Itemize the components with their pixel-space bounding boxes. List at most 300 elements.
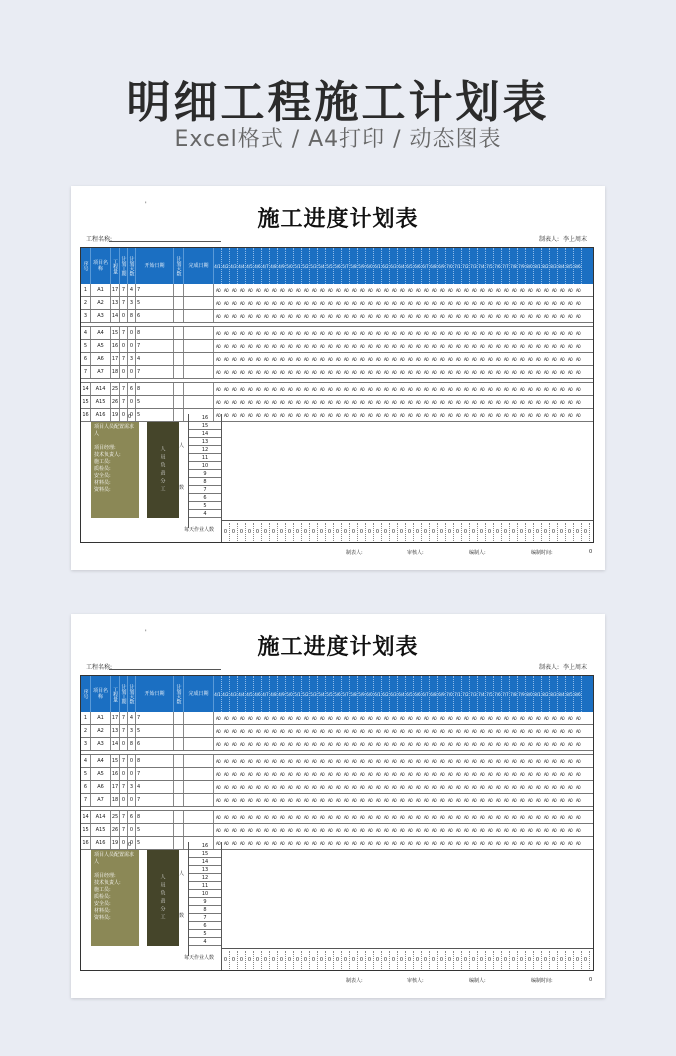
gantt-cell: A0 xyxy=(263,797,269,803)
gantt-cell: A0 xyxy=(511,356,517,362)
gantt-cell: A0 xyxy=(343,771,349,777)
gantt-cell: A0 xyxy=(367,741,373,747)
staff-role: 项目经理: xyxy=(94,445,116,451)
gantt-cell: A0 xyxy=(487,814,493,820)
gantt-cell: A0 xyxy=(271,343,277,349)
footer-value: 0 xyxy=(589,977,593,983)
gantt-cell: A0 xyxy=(527,330,533,336)
cell-b: 7 xyxy=(120,712,128,724)
gantt-cell: A0 xyxy=(247,728,253,734)
gantt-cell: A0 xyxy=(551,771,557,777)
date-header-cell: 5/5 xyxy=(326,676,334,712)
col-workload: 工程量 xyxy=(111,248,120,284)
gantt-strip xyxy=(214,310,593,322)
gantt-cell: A0 xyxy=(367,287,373,293)
gantt-cell: A0 xyxy=(463,840,469,846)
gantt-cell: A0 xyxy=(239,715,245,721)
cell-d: 7 xyxy=(136,712,174,724)
gantt-cell: A0 xyxy=(239,758,245,764)
staff-role: 质检员: xyxy=(94,466,111,472)
gantt-cell: A0 xyxy=(383,715,389,721)
gantt-cell: A0 xyxy=(351,771,357,777)
gantt-cell: A0 xyxy=(431,840,437,846)
gantt-cell: A0 xyxy=(567,356,573,362)
gantt-cell: A0 xyxy=(263,827,269,833)
gantt-cell: A0 xyxy=(295,343,301,349)
gantt-cell: A0 xyxy=(263,343,269,349)
date-header-cell: 5/0 xyxy=(286,248,294,284)
date-header-cell: 4/1 xyxy=(214,676,222,712)
gantt-cell: A0 xyxy=(431,741,437,747)
headcount-tick: 8 xyxy=(189,478,221,486)
gantt-cell: A0 xyxy=(287,300,293,306)
cell-b: 0 xyxy=(120,794,128,806)
gantt-cell: A0 xyxy=(535,412,541,418)
table-row[interactable] xyxy=(81,768,593,781)
daily-count-cell: 0 xyxy=(462,951,470,969)
date-header-cell: 6/0 xyxy=(366,248,374,284)
gantt-cell: A0 xyxy=(383,343,389,349)
gantt-cell: A0 xyxy=(263,728,269,734)
date-header-cell: 7/7 xyxy=(502,676,510,712)
gantt-cell: A0 xyxy=(391,369,397,375)
gantt-cell: A0 xyxy=(415,814,421,820)
gantt-cell: A0 xyxy=(519,797,525,803)
date-header-cell: 8/4 xyxy=(558,676,566,712)
gantt-cell: A0 xyxy=(407,758,413,764)
gantt-cell: A0 xyxy=(311,728,317,734)
gantt-cell: A0 xyxy=(487,300,493,306)
headcount-tick: 4 xyxy=(189,510,221,518)
gantt-cell: A0 xyxy=(463,313,469,319)
gantt-cell: A0 xyxy=(279,797,285,803)
gantt-cell: A0 xyxy=(519,814,525,820)
daily-count-cell: 0 xyxy=(422,951,430,969)
cell-a: 15 xyxy=(111,755,120,767)
gantt-cell: A0 xyxy=(463,343,469,349)
table-row[interactable] xyxy=(81,824,593,837)
gantt-cell: A0 xyxy=(359,330,365,336)
daily-count-cell: 0 xyxy=(430,951,438,969)
gantt-cell: A0 xyxy=(279,758,285,764)
gantt-cell: A0 xyxy=(551,741,557,747)
cell-b: 7 xyxy=(120,725,128,737)
gantt-cell: A0 xyxy=(423,287,429,293)
gantt-cell: A0 xyxy=(431,797,437,803)
gantt-cell: A0 xyxy=(463,797,469,803)
gantt-cell: A0 xyxy=(463,814,469,820)
gantt-cell: A0 xyxy=(391,741,397,747)
gantt-cell: A0 xyxy=(319,386,325,392)
cell-c: 8 xyxy=(128,738,136,750)
daily-count-cell: 0 xyxy=(438,951,446,969)
gantt-cell: A0 xyxy=(471,356,477,362)
gantt-cell: A0 xyxy=(311,343,317,349)
gantt-cell: A0 xyxy=(231,758,237,764)
gantt-cell: A0 xyxy=(567,771,573,777)
gantt-cell: A0 xyxy=(551,758,557,764)
gantt-cell: A0 xyxy=(519,330,525,336)
gantt-cell: A0 xyxy=(239,797,245,803)
gantt-cell: A0 xyxy=(543,412,549,418)
duty-box xyxy=(147,422,179,518)
gantt-cell: A0 xyxy=(447,287,453,293)
gantt-cell: A0 xyxy=(295,330,301,336)
gantt-cell: A0 xyxy=(519,728,525,734)
gantt-cell: A0 xyxy=(447,399,453,405)
daily-count-cell: 0 xyxy=(342,523,350,541)
daily-count-cell: 0 xyxy=(574,523,582,541)
table-row[interactable] xyxy=(81,366,593,379)
daily-count-cell: 0 xyxy=(366,951,374,969)
gantt-cell: A0 xyxy=(503,356,509,362)
sheet-title: 施工进度计划表 xyxy=(257,207,419,232)
gantt-cell: A0 xyxy=(415,313,421,319)
gantt-cell: A0 xyxy=(351,715,357,721)
gantt-cell: A0 xyxy=(375,386,381,392)
gantt-cell: A0 xyxy=(287,771,293,777)
sheet-title: 施工进度计划表 xyxy=(257,635,419,660)
gantt-cell: A0 xyxy=(503,330,509,336)
table-row[interactable] xyxy=(81,383,593,396)
gantt-cell: A0 xyxy=(343,330,349,336)
gantt-cell: A0 xyxy=(375,369,381,375)
cell-seq: 16 xyxy=(81,409,91,421)
table-row[interactable] xyxy=(81,284,593,297)
gantt-cell: A0 xyxy=(255,412,261,418)
gantt-cell: A0 xyxy=(247,827,253,833)
gantt-strip xyxy=(214,794,593,806)
gantt-cell: A0 xyxy=(447,797,453,803)
gantt-cell: A0 xyxy=(527,412,533,418)
date-header-cell: 7/2 xyxy=(462,248,470,284)
cell-c: 0 xyxy=(128,366,136,378)
gantt-cell: A0 xyxy=(303,369,309,375)
cell-a: 15 xyxy=(111,327,120,339)
gantt-cell: A0 xyxy=(511,386,517,392)
date-header-cell: 5/6 xyxy=(334,676,342,712)
gantt-cell: A0 xyxy=(279,814,285,820)
gantt-cell: A0 xyxy=(519,356,525,362)
cell-c: 0 xyxy=(128,409,136,421)
daily-count-cell: 0 xyxy=(278,951,286,969)
hero-subtitle: Excel格式 / A4打印 / 动态图表 xyxy=(174,127,502,152)
cell-d: 8 xyxy=(136,811,174,823)
gantt-cell: A0 xyxy=(551,728,557,734)
gantt-cell: A0 xyxy=(215,797,221,803)
gantt-cell: A0 xyxy=(543,741,549,747)
gantt-cell: A0 xyxy=(311,313,317,319)
gantt-cell: A0 xyxy=(367,840,373,846)
cell-blank xyxy=(184,768,214,780)
gantt-cell: A0 xyxy=(343,741,349,747)
gantt-cell: A0 xyxy=(215,412,221,418)
gantt-cell: A0 xyxy=(423,840,429,846)
headcount-tick: 14 xyxy=(189,430,221,438)
headcount-tick: 15 xyxy=(189,422,221,430)
gantt-cell: A0 xyxy=(391,784,397,790)
date-header-cell: 6/3 xyxy=(390,248,398,284)
gantt-cell: A0 xyxy=(551,356,557,362)
daily-count-cell: 0 xyxy=(222,523,230,541)
daily-count-cell: 0 xyxy=(558,523,566,541)
gantt-cell: A0 xyxy=(455,728,461,734)
gantt-cell: A0 xyxy=(343,758,349,764)
daily-count-cell: 0 xyxy=(478,951,486,969)
gantt-cell: A0 xyxy=(551,399,557,405)
cell-c: 0 xyxy=(128,794,136,806)
gantt-cell: A0 xyxy=(255,343,261,349)
date-header-cell: 4/8 xyxy=(270,248,278,284)
gantt-cell: A0 xyxy=(439,399,445,405)
gantt-cell: A0 xyxy=(431,369,437,375)
project-label: 工程名称: xyxy=(86,664,113,671)
cell-name: A6 xyxy=(91,353,111,365)
table-row[interactable] xyxy=(81,725,593,738)
gantt-cell: A0 xyxy=(423,784,429,790)
cell-blank xyxy=(184,811,214,823)
col-end: 计划天数 xyxy=(174,676,184,712)
table-row[interactable] xyxy=(81,794,593,807)
gantt-cell: A0 xyxy=(407,771,413,777)
gantt-cell: A0 xyxy=(295,840,301,846)
gantt-cell: A0 xyxy=(375,343,381,349)
gantt-cell: A0 xyxy=(447,356,453,362)
date-header-cell: 5/1 xyxy=(294,676,302,712)
date-header-cell: 6/9 xyxy=(438,248,446,284)
gantt-cell: A0 xyxy=(495,330,501,336)
gantt-cell: A0 xyxy=(519,386,525,392)
daily-count-cell: 0 xyxy=(486,951,494,969)
gantt-cell: A0 xyxy=(487,343,493,349)
table-row[interactable] xyxy=(81,712,593,725)
gantt-cell: A0 xyxy=(543,771,549,777)
gantt-cell: A0 xyxy=(279,399,285,405)
gantt-cell: A0 xyxy=(407,399,413,405)
daily-workers-label: 每天作业人数 xyxy=(184,527,215,533)
daily-count-cell: 0 xyxy=(294,523,302,541)
gantt-cell: A0 xyxy=(215,771,221,777)
cell-a: 25 xyxy=(111,383,120,395)
date-header-cell: 7/9 xyxy=(518,676,526,712)
cell-blank xyxy=(174,396,184,408)
daily-count-cell: 0 xyxy=(254,523,262,541)
gantt-cell: A0 xyxy=(391,814,397,820)
table-row[interactable] xyxy=(81,738,593,751)
gantt-cell: A0 xyxy=(423,758,429,764)
gantt-cell: A0 xyxy=(399,784,405,790)
cell-b: 7 xyxy=(120,396,128,408)
daily-count-cell: 0 xyxy=(302,523,310,541)
gantt-cell: A0 xyxy=(423,356,429,362)
gantt-cell: A0 xyxy=(327,313,333,319)
gantt-cell: A0 xyxy=(479,797,485,803)
col-name: 项目名称 xyxy=(91,248,111,284)
gantt-cell: A0 xyxy=(215,758,221,764)
cell-c: 0 xyxy=(128,396,136,408)
maker-label: 制表人: xyxy=(539,236,560,243)
table-row[interactable] xyxy=(81,755,593,768)
daily-count-cell: 0 xyxy=(494,523,502,541)
gantt-cell: A0 xyxy=(295,369,301,375)
headcount-tick: 13 xyxy=(189,438,221,446)
date-header-cell: 6/8 xyxy=(430,248,438,284)
gantt-cell: A0 xyxy=(255,758,261,764)
date-header-cell: 8/1 xyxy=(534,676,542,712)
gantt-cell: A0 xyxy=(367,412,373,418)
gantt-cell: A0 xyxy=(535,386,541,392)
gantt-cell: A0 xyxy=(343,356,349,362)
gantt-cell: A0 xyxy=(535,758,541,764)
axis-label-bottom: 数 xyxy=(179,913,185,919)
zero-tag: 0 xyxy=(128,414,132,420)
cell-name: A14 xyxy=(91,811,111,823)
daily-count-cell: 0 xyxy=(294,951,302,969)
gantt-cell: A0 xyxy=(487,758,493,764)
axis-label-top: 人 xyxy=(179,871,185,877)
gantt-cell: A0 xyxy=(535,313,541,319)
cell-seq: 7 xyxy=(81,366,91,378)
gantt-cell: A0 xyxy=(399,797,405,803)
gantt-cell: A0 xyxy=(287,412,293,418)
staff-role: 项目人员配置需求人 xyxy=(94,424,135,437)
cell-a: 19 xyxy=(111,837,120,849)
gantt-cell: A0 xyxy=(327,356,333,362)
cell-d: 7 xyxy=(136,366,174,378)
table-row[interactable] xyxy=(81,811,593,824)
date-header-cell: 6/3 xyxy=(390,676,398,712)
date-header-cell: 6/5 xyxy=(406,248,414,284)
sheet-dot: ' xyxy=(145,629,147,636)
gantt-cell: A0 xyxy=(239,330,245,336)
table-row[interactable] xyxy=(81,327,593,340)
axis-label-top: 人 xyxy=(179,443,185,449)
table-row[interactable] xyxy=(81,340,593,353)
gantt-cell: A0 xyxy=(383,758,389,764)
gantt-cell: A0 xyxy=(287,343,293,349)
date-header-strip xyxy=(214,676,593,712)
project-name-field[interactable] xyxy=(109,241,221,242)
gantt-cell: A0 xyxy=(455,356,461,362)
footer-reviewer: 审核人: xyxy=(407,978,424,984)
cell-name: A15 xyxy=(91,396,111,408)
cell-c: 6 xyxy=(128,383,136,395)
cell-blank xyxy=(184,284,214,296)
gantt-cell: A0 xyxy=(503,797,509,803)
gantt-cell: A0 xyxy=(559,814,565,820)
gantt-cell: A0 xyxy=(303,827,309,833)
gantt-cell: A0 xyxy=(415,412,421,418)
gantt-cell: A0 xyxy=(495,771,501,777)
gantt-cell: A0 xyxy=(215,343,221,349)
cell-b: 7 xyxy=(120,353,128,365)
gantt-cell: A0 xyxy=(239,728,245,734)
gantt-cell: A0 xyxy=(527,814,533,820)
project-label: 工程名称: xyxy=(86,236,113,243)
gantt-cell: A0 xyxy=(559,771,565,777)
date-header-cell: 4/7 xyxy=(262,676,270,712)
col-start: 开始日期 xyxy=(136,248,174,284)
gantt-cell: A0 xyxy=(463,300,469,306)
gantt-cell: A0 xyxy=(503,343,509,349)
table-row[interactable] xyxy=(81,297,593,310)
cell-seq: 15 xyxy=(81,396,91,408)
gantt-cell: A0 xyxy=(567,784,573,790)
table-row[interactable] xyxy=(81,310,593,323)
gantt-cell: A0 xyxy=(303,715,309,721)
gantt-cell: A0 xyxy=(383,412,389,418)
gantt-strip xyxy=(214,781,593,793)
gantt-cell: A0 xyxy=(263,715,269,721)
staff-role: 施工员: xyxy=(94,459,111,465)
table-row[interactable] xyxy=(81,396,593,409)
daily-count-cell: 0 xyxy=(382,951,390,969)
date-header-cell: 4/9 xyxy=(278,248,286,284)
cell-seq: 15 xyxy=(81,824,91,836)
headcount-tick: 10 xyxy=(189,890,221,898)
gantt-cell: A0 xyxy=(535,715,541,721)
gantt-cell: A0 xyxy=(431,728,437,734)
gantt-cell: A0 xyxy=(535,287,541,293)
gantt-cell: A0 xyxy=(439,343,445,349)
gantt-cell: A0 xyxy=(263,300,269,306)
gantt-cell: A0 xyxy=(399,330,405,336)
gantt-cell: A0 xyxy=(295,758,301,764)
gantt-cell: A0 xyxy=(295,814,301,820)
table-row[interactable] xyxy=(81,353,593,366)
gantt-cell: A0 xyxy=(527,741,533,747)
cell-name: A16 xyxy=(91,837,111,849)
cell-b: 7 xyxy=(120,383,128,395)
cell-name: A5 xyxy=(91,768,111,780)
sheet-preview-2 xyxy=(71,614,605,998)
project-name-field[interactable] xyxy=(109,669,221,670)
gantt-cell: A0 xyxy=(367,728,373,734)
gantt-cell: A0 xyxy=(407,784,413,790)
cell-b: 7 xyxy=(120,284,128,296)
gantt-cell: A0 xyxy=(255,840,261,846)
gantt-cell: A0 xyxy=(455,343,461,349)
gantt-cell: A0 xyxy=(543,784,549,790)
cell-a: 16 xyxy=(111,768,120,780)
cell-b: 0 xyxy=(120,366,128,378)
gantt-cell: A0 xyxy=(271,412,277,418)
gantt-cell: A0 xyxy=(503,300,509,306)
gantt-cell: A0 xyxy=(319,343,325,349)
gantt-cell: A0 xyxy=(479,728,485,734)
headcount-tick: 9 xyxy=(189,470,221,478)
date-header-cell: 6/4 xyxy=(398,248,406,284)
gantt-cell: A0 xyxy=(575,313,581,319)
gantt-cell: A0 xyxy=(423,412,429,418)
gantt-cell: A0 xyxy=(455,330,461,336)
gantt-cell: A0 xyxy=(407,313,413,319)
gantt-cell: A0 xyxy=(375,300,381,306)
cell-blank xyxy=(174,297,184,309)
date-header-cell: 5/7 xyxy=(342,676,350,712)
headcount-ticks xyxy=(189,842,221,946)
table-row[interactable] xyxy=(81,781,593,794)
gantt-cell: A0 xyxy=(471,399,477,405)
cell-c: 0 xyxy=(128,837,136,849)
gantt-cell: A0 xyxy=(487,741,493,747)
footer-editor: 编制人: xyxy=(469,978,486,984)
date-header-cell: 6/1 xyxy=(374,248,382,284)
cell-blank xyxy=(184,824,214,836)
gantt-cell: A0 xyxy=(223,369,229,375)
gantt-cell: A0 xyxy=(511,412,517,418)
gantt-cell: A0 xyxy=(215,386,221,392)
